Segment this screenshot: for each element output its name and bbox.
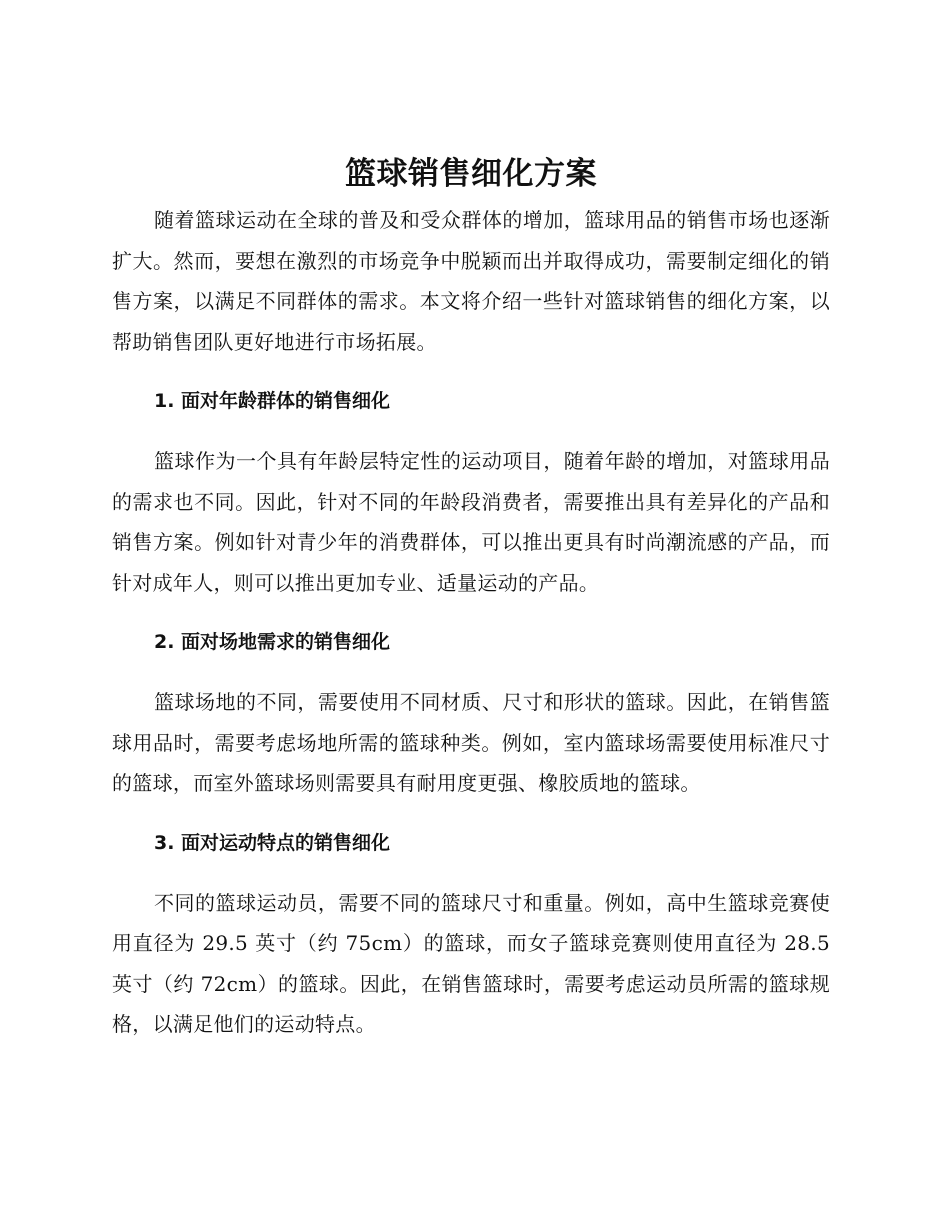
section-body-age: 篮球作为一个具有年龄层特定性的运动项目，随着年龄的增加，对篮球用品的需求也不同。因此，针对不同的年龄段消费者，需要推出具有差异化的产品和销售方案。例如针对青少年的消费群体，可以推出更具有时尚潮流感的产品，而针对成年人，则可以推出更加专业、适量运动的产品。 — [112, 449, 830, 595]
section-heading-venue: 2. 面对场地需求的销售细化 — [154, 631, 391, 653]
section-heading-sport: 3. 面对运动特点的销售细化 — [154, 831, 391, 854]
document-title: 篮球销售细化方案 — [345, 156, 597, 192]
document-page — [112, 148, 830, 1045]
section-body-venue: 篮球场地的不同，需要使用不同材质、尺寸和形状的篮球。因此，在销售篮球用品时，需要考虑场地所需的篮球种类。例如，室内篮球场需要使用标准尺寸的篮球，而室外篮球场则需要具有耐用度更强、橡胶质地的篮球。 — [112, 690, 830, 795]
section-body-sport: 不同的篮球运动员，需要不同的篮球尺寸和重量。例如，高中生篮球竞赛使用直径为 29.5 英寸（约 75cm）的篮球，而女子篮球竞赛则使用直径为 28.5 英寸（约 72cm）的篮球。因此，在销售篮球时，需要考虑运动员所需的篮球规格，以满足他们的运动特点。 — [112, 890, 830, 1036]
section-heading-age: 1. 面对年龄群体的销售细化 — [154, 390, 391, 412]
intro-paragraph: 随着篮球运动在全球的普及和受众群体的增加，篮球用品的销售市场也逐渐扩大。然而，要想在激烈的市场竞争中脱颖而出并取得成功，需要制定细化的销售方案，以满足不同群体的需求。本文将介绍一些针对篮球销售的细化方案，以帮助销售团队更好地进行市场拓展。 — [112, 208, 830, 354]
